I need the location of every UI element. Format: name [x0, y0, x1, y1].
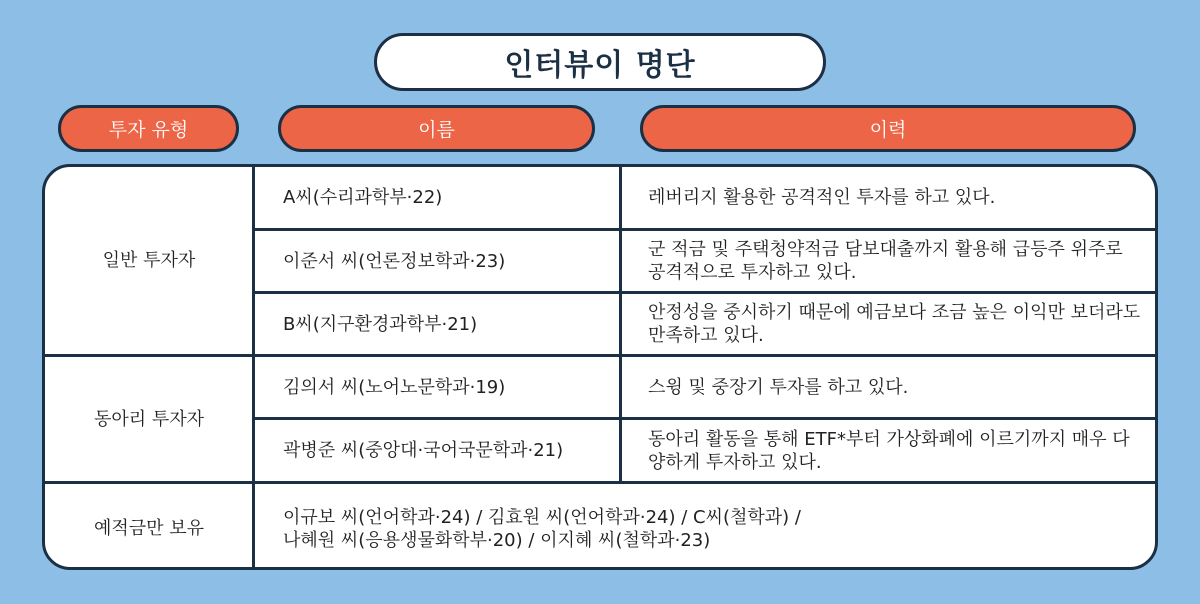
- interviewee-table: [42, 164, 1158, 570]
- savings-only-names: [253, 484, 1158, 570]
- category-general-investor: 일반 투자자: [102, 250, 196, 271]
- table-row-history: 안정성을 중시하기 때문에 예금보다 조금 높은 이익만 보더라도 만족하고 있다.: [648, 302, 1141, 346]
- table-row-history: 동아리 활동을 통해 ETF*부터 가상화폐에 이르기까지 매우 다양하게 투자하고 있다.: [648, 428, 1130, 473]
- names-line-1: 이규보 씨(언어학과·24) / 김효원 씨(언어학과·24) / C씨(철학과) /: [283, 506, 801, 528]
- page-title: 인터뷰이 명단: [374, 33, 826, 91]
- table-row-history: 군 적금 및 주택청약적금 담보대출까지 활용해 급등주 위주로 공격적으로 투자하고 있다.: [648, 239, 1123, 283]
- category-savings-only: 예적금만 보유: [93, 518, 205, 539]
- header-history: 이력: [640, 105, 1136, 152]
- names-line-2: 나혜원 씨(응용생물화학부·20) / 이지혜 씨(철학과·23): [283, 529, 711, 551]
- table-row-name: 김의서 씨(노어노문학과·19): [283, 376, 506, 398]
- category-club-investor: 동아리 투자자: [93, 408, 205, 430]
- table-row-name: 곽병준 씨(중앙대·국어국문학과·21): [283, 440, 564, 461]
- header-investment-type: 투자 유형: [58, 105, 239, 152]
- table-row-history: 스윙 및 중장기 투자를 하고 있다.: [648, 376, 909, 398]
- table-row-history: 레버리지 활용한 공격적인 투자를 하고 있다.: [648, 187, 996, 208]
- table-row-name: 이준서 씨(언론정보학과·23): [283, 250, 506, 272]
- table-row-name: B씨(지구환경과학부·21): [283, 313, 478, 335]
- header-name: 이름: [278, 105, 595, 152]
- table-row-name: A씨(수리과학부·22): [283, 187, 443, 208]
